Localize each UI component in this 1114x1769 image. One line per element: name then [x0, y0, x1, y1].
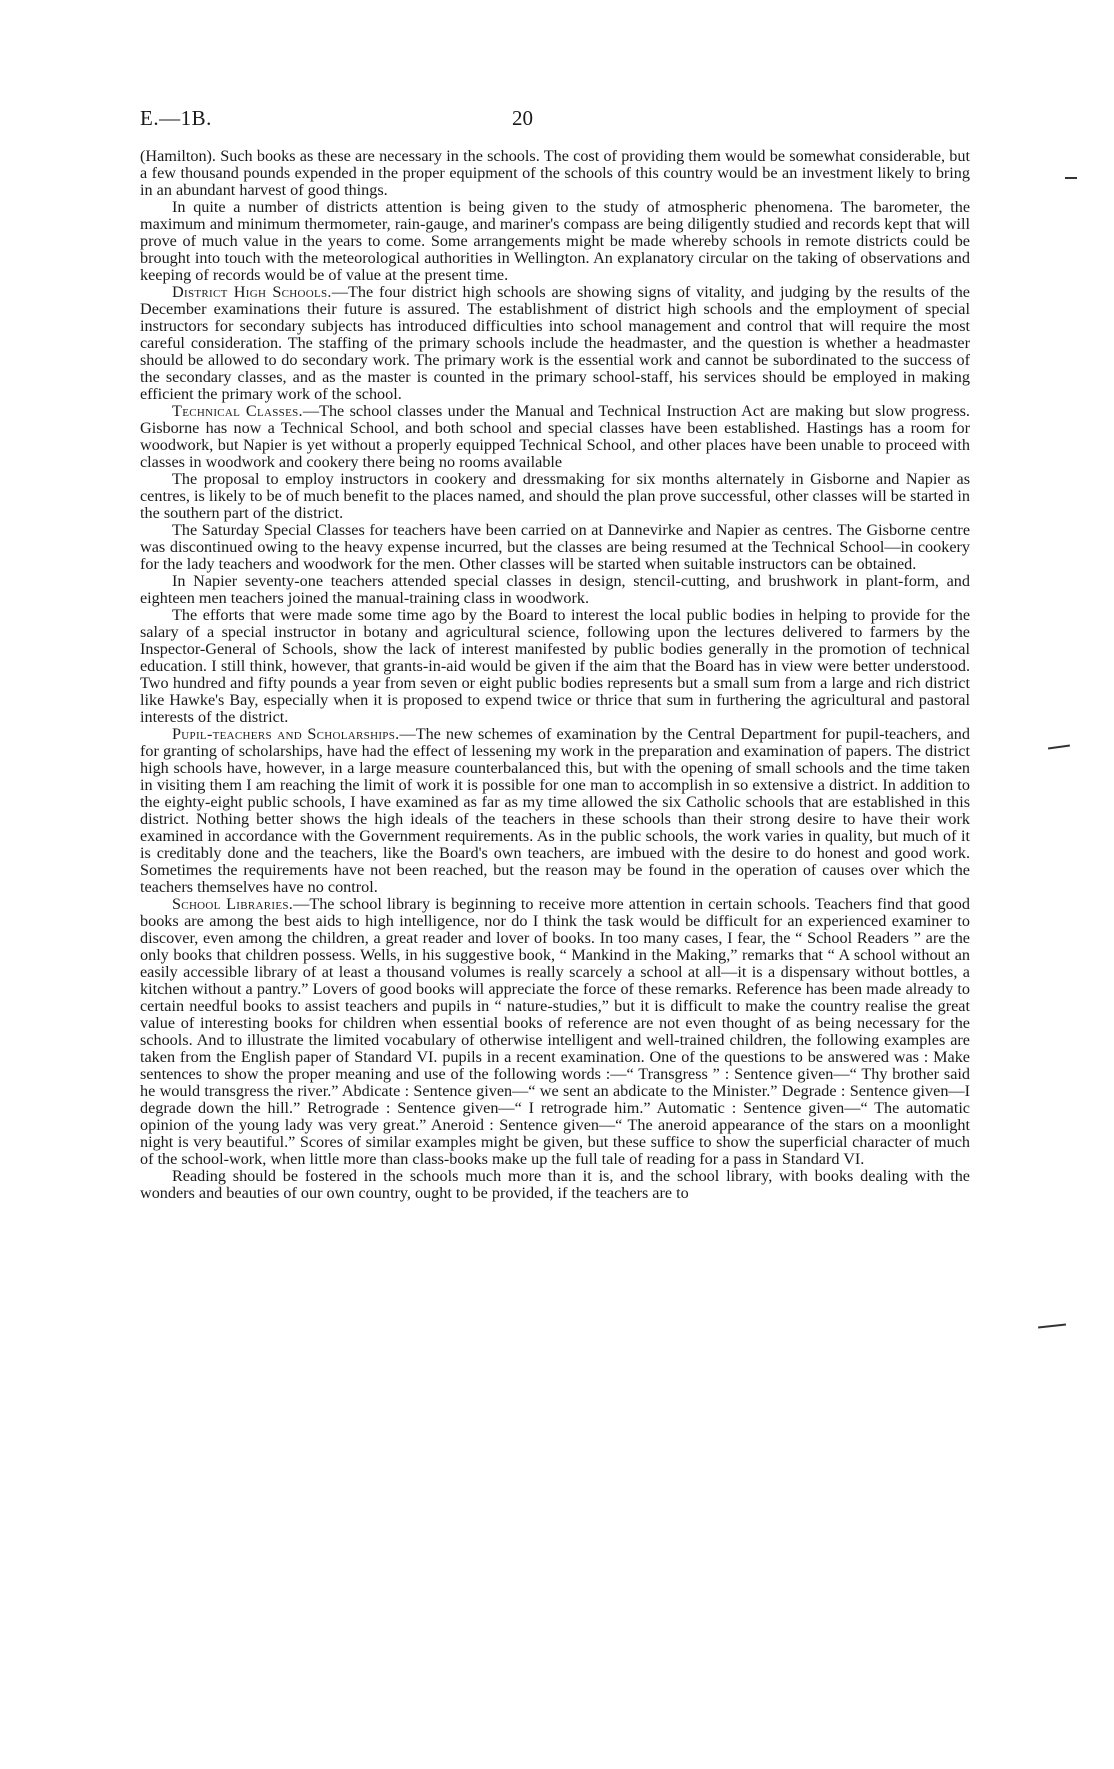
paragraph-hamilton: (Hamilton). Such books as these are necessary in the schools. The cost of providing them would be somewhat considerable, but a few thousand pounds expended in the proper equipment of the schools of this country would be an investment likely to bring in an abundant harvest of good things. [140, 147, 970, 199]
section-heading: District High Schools. [172, 283, 332, 301]
document-reference: E.—1B. [140, 106, 212, 130]
paragraph-saturday-classes: The Saturday Special Classes for teachers have been carried on at Dannevirke and Napier as centres. The Gisborne centre was discontinued owing to the heavy expense incurred, but the classes are being resumed at the Technical School—in cookery for the lady teachers and woodwork for the men. Other classes will be started when suitable instructors can be obtained. [140, 521, 970, 573]
paragraph-technical-classes: Technical Classes.—The school classes under the Manual and Technical Instruction Act are making but slow progress. Gisborne has now a Technical School, and both school and special classes have been established. Hastings has a room for woodwork, but Napier is yet without a properly equipped Technical School, and other places have been unable to proceed with classes in woodwork and cookery there being no rooms available [140, 402, 970, 471]
body-text [140, 148, 970, 1202]
paragraph-instructors: The proposal to employ instructors in cookery and dressmaking for six months alternately in Gisborne and Napier as centres, is likely to be of much benefit to the places named, and should the plan prove successful, other classes will be started in the southern part of the district. [140, 470, 970, 522]
section-heading: Technical Classes. [172, 402, 303, 420]
paragraph-atmospheric: In quite a number of districts attention is being given to the study of atmospheric phenomena. The barometer, the maximum and minimum thermometer, rain-gauge, and mariner's compass are being diligently studied and records kept that will prove of much value in the years to come. Some arrangements might be made whereby schools in remote districts could be brought into touch with the meteorological authorities in Wellington. An explanatory circular on the taking of observations and keeping of records would be of value at the present time. [140, 198, 970, 284]
paragraph-school-libraries: School Libraries.—The school library is beginning to receive more attention in certain schools. Teachers find that good books are among the best aids to high intelligence, nor do I think the task would be difficult for an experienced examiner to discover, even among the children, a great reader and lover of books. In too many cases, I fear, the “ School Readers ” are the only books that children possess. Wells, in his suggestive book, “ Mankind in the Making,” remarks that “ A school without an easily accessible library of at least a thousand volumes is really scarcely a school at all—it is a dispensary without bottles, a kitchen without a pantry.” Lovers of good books will appreciate the force of these remarks. Reference has been made already to certain needful books to assist teachers and pupils in “ nature-studies,” but it is difficult to make the country realise the great value of interesting books for children when essential books of reference are not even thought of as being necessary for the schools. And to illustrate the limited vocabulary of otherwise intelligent and well-trained children, the following examples are taken from the English paper of Standard VI. pupils in a recent examination. One of the questions to be answered was : Make sentences to show the proper meaning and use of the following words :—“ Transgress ” : Sentence given—“ Thy brother said he would transgress the river.” Abdicate : Sentence given—“ we sent an abdicate to the Minister.” Degrade : Sentence given—I degrade down the hill.” Retrograde : Sentence given—“ I retrograde him.” Automatic : Sentence given—“ The automatic opinion of the young lady was very great.” Aneroid : Sentence given—“ The aneroid appearance of the stars on a moonlight night is very beautiful.” Scores of similar examples might be given, but these suffice to show the superficial character of much of the school-work, when little more than class-books make up the full tale of reading for a pass in Standard VI. [140, 895, 970, 1168]
paragraph-napier-teachers: In Napier seventy-one teachers attended special classes in design, stencil-cutting, and brushwork in plant-form, and eighteen men teachers joined the manual-training class in woodwork. [140, 572, 970, 607]
paragraph-reading: Reading should be fostered in the schools much more than it is, and the school library, with books dealing with the wonders and beauties of our own country, ought to be provided, if the teachers are to [140, 1167, 970, 1202]
margin-mark [1048, 744, 1070, 749]
page-header [140, 106, 940, 136]
margin-mark [1038, 1324, 1066, 1328]
section-heading: School Libraries. [172, 895, 294, 913]
section-heading: Pupil-teachers and Scholarships. [172, 725, 400, 743]
paragraph-board-efforts: The efforts that were made some time ago by the Board to interest the local public bodies in helping to provide for the salary of a special instructor in botany and agricultural science, following upon the lectures delivered to farmers by the Inspector-General of Schools, show the lack of interest manifested by public bodies generally in the promotion of technical education. I still think, however, that grants-in-aid would be given if the aim that the Board has in view were better understood. Two hundred and fifty pounds a year from seven or eight public bodies represents but a small sum from a large and rich district like Hawke's Bay, especially when it is proposed to expend twice or thrice that sum in furthering the agricultural and pastoral interests of the district. [140, 606, 970, 726]
page-number: 20 [512, 106, 533, 130]
paragraph-district-high-schools: District High Schools.—The four district high schools are showing signs of vitality, and judging by the results of the December examinations their future is assured. The establishment of district high schools and the employment of special instructors for secondary subjects has introduced difficulties into school management and control that will require the most careful consideration. The staffing of the primary schools include the headmaster, and the question is whether a headmaster should be allowed to do secondary work. The primary work is the essential work and cannot be subordinated to the success of the secondary classes, and as the master is counted in the primary school-staff, his services should be employed in making efficient the primary work of the school. [140, 283, 970, 403]
paragraph-pupil-teachers: Pupil-teachers and Scholarships.—The new schemes of examination by the Central Department for pupil-teachers, and for granting of scholarships, have had the effect of lessening my work in the preparation and examination of papers. The district high schools have, however, in a large measure counterbalanced this, but with the opening of small schools and the time taken in visiting them I am reaching the limit of work it is possible for one man to accomplish in so extensive a district. In addition to the eighty-eight public schools, I have examined as far as my time allowed the six Catholic schools that are established in this district. Nothing better shows the high ideals of the teachers in these schools than their strong desire to have their work examined in accordance with the Government requirements. As in the public schools, the work varies in quality, but much of it is creditably done and the teachers, like the Board's own teachers, are imbued with the desire to do honest and good work. Sometimes the requirements have not been reached, but the reason may be found in the operation of causes over which the teachers themselves have no control. [140, 725, 970, 896]
margin-mark [1065, 177, 1077, 179]
